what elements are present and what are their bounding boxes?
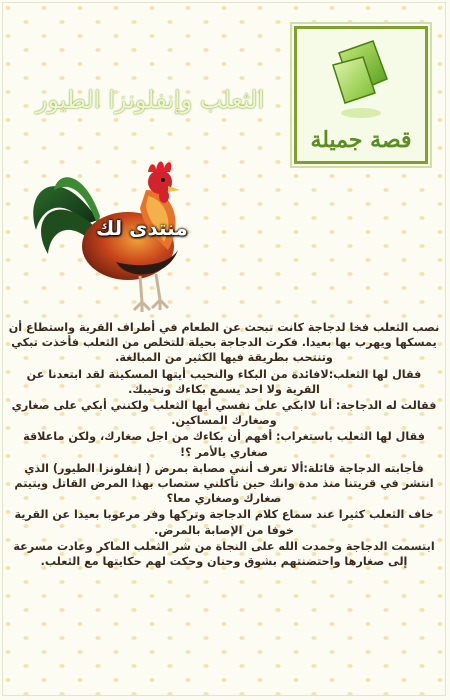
story-paragraph: ابتسمت الدجاجة وحمدت الله على النجاة من شر الثعلب الماكر وعادت مسرعة إلى صغارها واحتضنتهم بشوق وحنان وحكت لهم حكايتها مع الثعلب. xyxy=(13,539,435,569)
green-leaves-icon xyxy=(329,35,393,121)
story-paragraph: فقال لها الثعلب:لافائدة من البكاء والنحيب أيتها المسكينة لقد ابتعدنا عن القرية ولا احد يسمع بكاءك ونحيبك. xyxy=(26,367,422,396)
story-paragraph: فقال لها الثعلب باستغراب: أفهم أن بكاءك من اجل صغارك، ولكن ماعلاقة صغاري بالأمر ؟! xyxy=(23,430,425,459)
story-paragraph: فأجابته الدجاجة قائلة:ألا تعرف أنني مصابة بمرض ( إنفلونزا الطيور) الذي انتشر في قريتنا منذ مدة وانك حين تأكلني ستصاب بهذا المرض القاتل ويتيتم صغارك وصغاري معا؟ xyxy=(14,461,434,506)
story-paragraph: فقالت له الدجاجة: أنا لاابكي على نفسي أيها الثعلب ولكنني أبكي على صغاري وصغارك المساكين. xyxy=(11,399,437,428)
page-title: الثعلب وإنفلونزا الطيور xyxy=(35,86,265,114)
forum-watermark: منتدى لك xyxy=(96,216,188,240)
story-paragraph: خاف الثعلب كثيرا عند سماع كلام الدجاجة وتركها وفر مرعوبا بعيدا عن القرية خوفا من الإصابة بالمرض. xyxy=(14,508,434,537)
story-paragraph: نصب الثعلب فخا لدجاجة كانت تبحث عن الطعام في أطراف القرية واستطاع أن يمسكها ويهرب بها بعيدا. فكرت الدجاجة بحيلة للتخلص من الثعلب فأخذت تبكي وتنتحب بطريقة فيها الكثير من المبالغة. xyxy=(8,321,440,365)
story-text xyxy=(8,320,440,570)
badge-label: قصة جميلة xyxy=(310,127,412,153)
story-badge xyxy=(294,26,428,164)
